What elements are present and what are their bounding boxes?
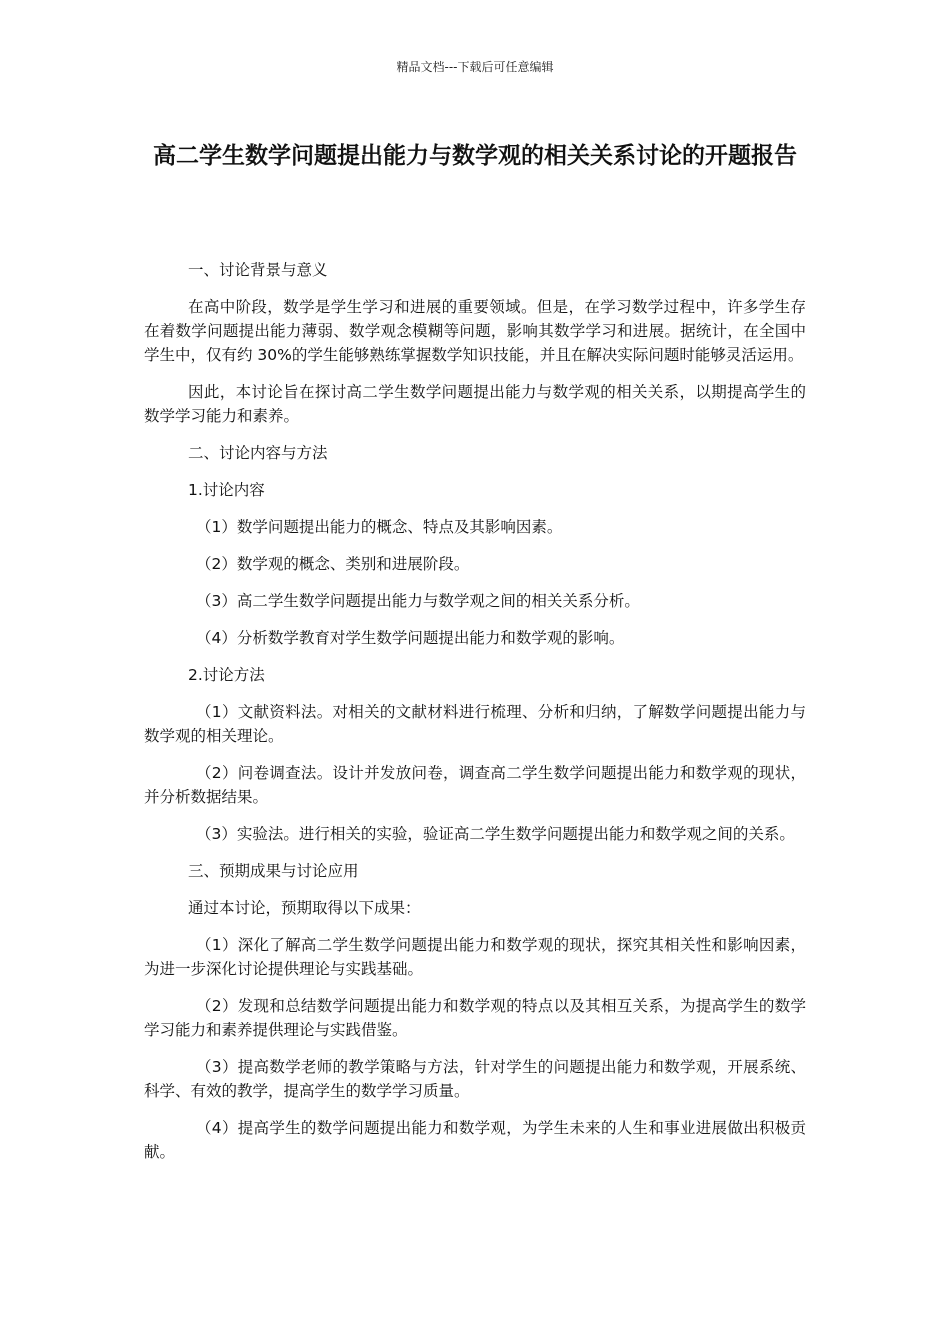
document-title: 高二学生数学问题提出能力与数学观的相关关系讨论的开题报告: [153, 143, 797, 169]
section-1-paragraph-2: 因此，本讨论旨在探讨高二学生数学问题提出能力与数学观的相关关系，以期提高学生的数学学习能力和素养。: [144, 383, 806, 425]
research-content-item: （2）数学观的概念、类别和进展阶段。: [196, 555, 470, 573]
research-method-item: （1）文献资料法。对相关的文献材料进行梳理、分析和归纳，了解数学问题提出能力与数学观的相关理论。: [144, 703, 806, 745]
section-1-paragraph-1: 在高中阶段，数学是学生学习和进展的重要领域。但是，在学习数学过程中，许多学生存在着数学问题提出能力薄弱、数学观念模糊等问题，影响其数学学习和进展。据统计，在全国中学生中，仅有约 30%的学生能够熟练掌握数学知识技能，并且在解决实际问题时能够灵活运用。: [144, 298, 806, 364]
expected-result-item: （4）提高学生的数学问题提出能力和数学观，为学生未来的人生和事业进展做出积极贡献。: [144, 1119, 806, 1161]
section-1-heading: 一、讨论背景与意义: [188, 261, 328, 279]
section-2-heading: 二、讨论内容与方法: [188, 444, 328, 462]
research-method-heading: 2.讨论方法: [188, 666, 265, 684]
research-content-item: （4）分析数学教育对学生数学问题提出能力和数学观的影响。: [196, 629, 625, 647]
research-content-heading: 1.讨论内容: [188, 481, 265, 499]
research-content-item: （1）数学问题提出能力的概念、特点及其影响因素。: [196, 518, 563, 536]
expected-result-item: （3）提高数学老师的教学策略与方法，针对学生的问题提出能力和数学观，开展系统、科学、有效的教学，提高学生的数学学习质量。: [144, 1058, 806, 1100]
expected-result-item: （2）发现和总结数学问题提出能力和数学观的特点以及其相互关系，为提高学生的数学学习能力和素养提供理论与实践借鉴。: [144, 997, 806, 1039]
section-3-heading: 三、预期成果与讨论应用: [188, 862, 359, 880]
page-header: 精品文档---下载后可任意编辑: [396, 60, 554, 74]
expected-result-item: （1）深化了解高二学生数学问题提出能力和数学观的现状，探究其相关性和影响因素，为进一步深化讨论提供理论与实践基础。: [144, 936, 806, 978]
research-method-item: （2）问卷调查法。设计并发放问卷，调查高二学生数学问题提出能力和数学观的现状，并分析数据结果。: [144, 764, 806, 806]
document-body: [144, 258, 806, 1177]
section-3-intro: 通过本讨论，预期取得以下成果：: [188, 899, 421, 917]
research-method-item: （3）实验法。进行相关的实验，验证高二学生数学问题提出能力和数学观之间的关系。: [196, 825, 795, 843]
research-content-item: （3）高二学生数学问题提出能力与数学观之间的相关关系分析。: [196, 592, 640, 610]
